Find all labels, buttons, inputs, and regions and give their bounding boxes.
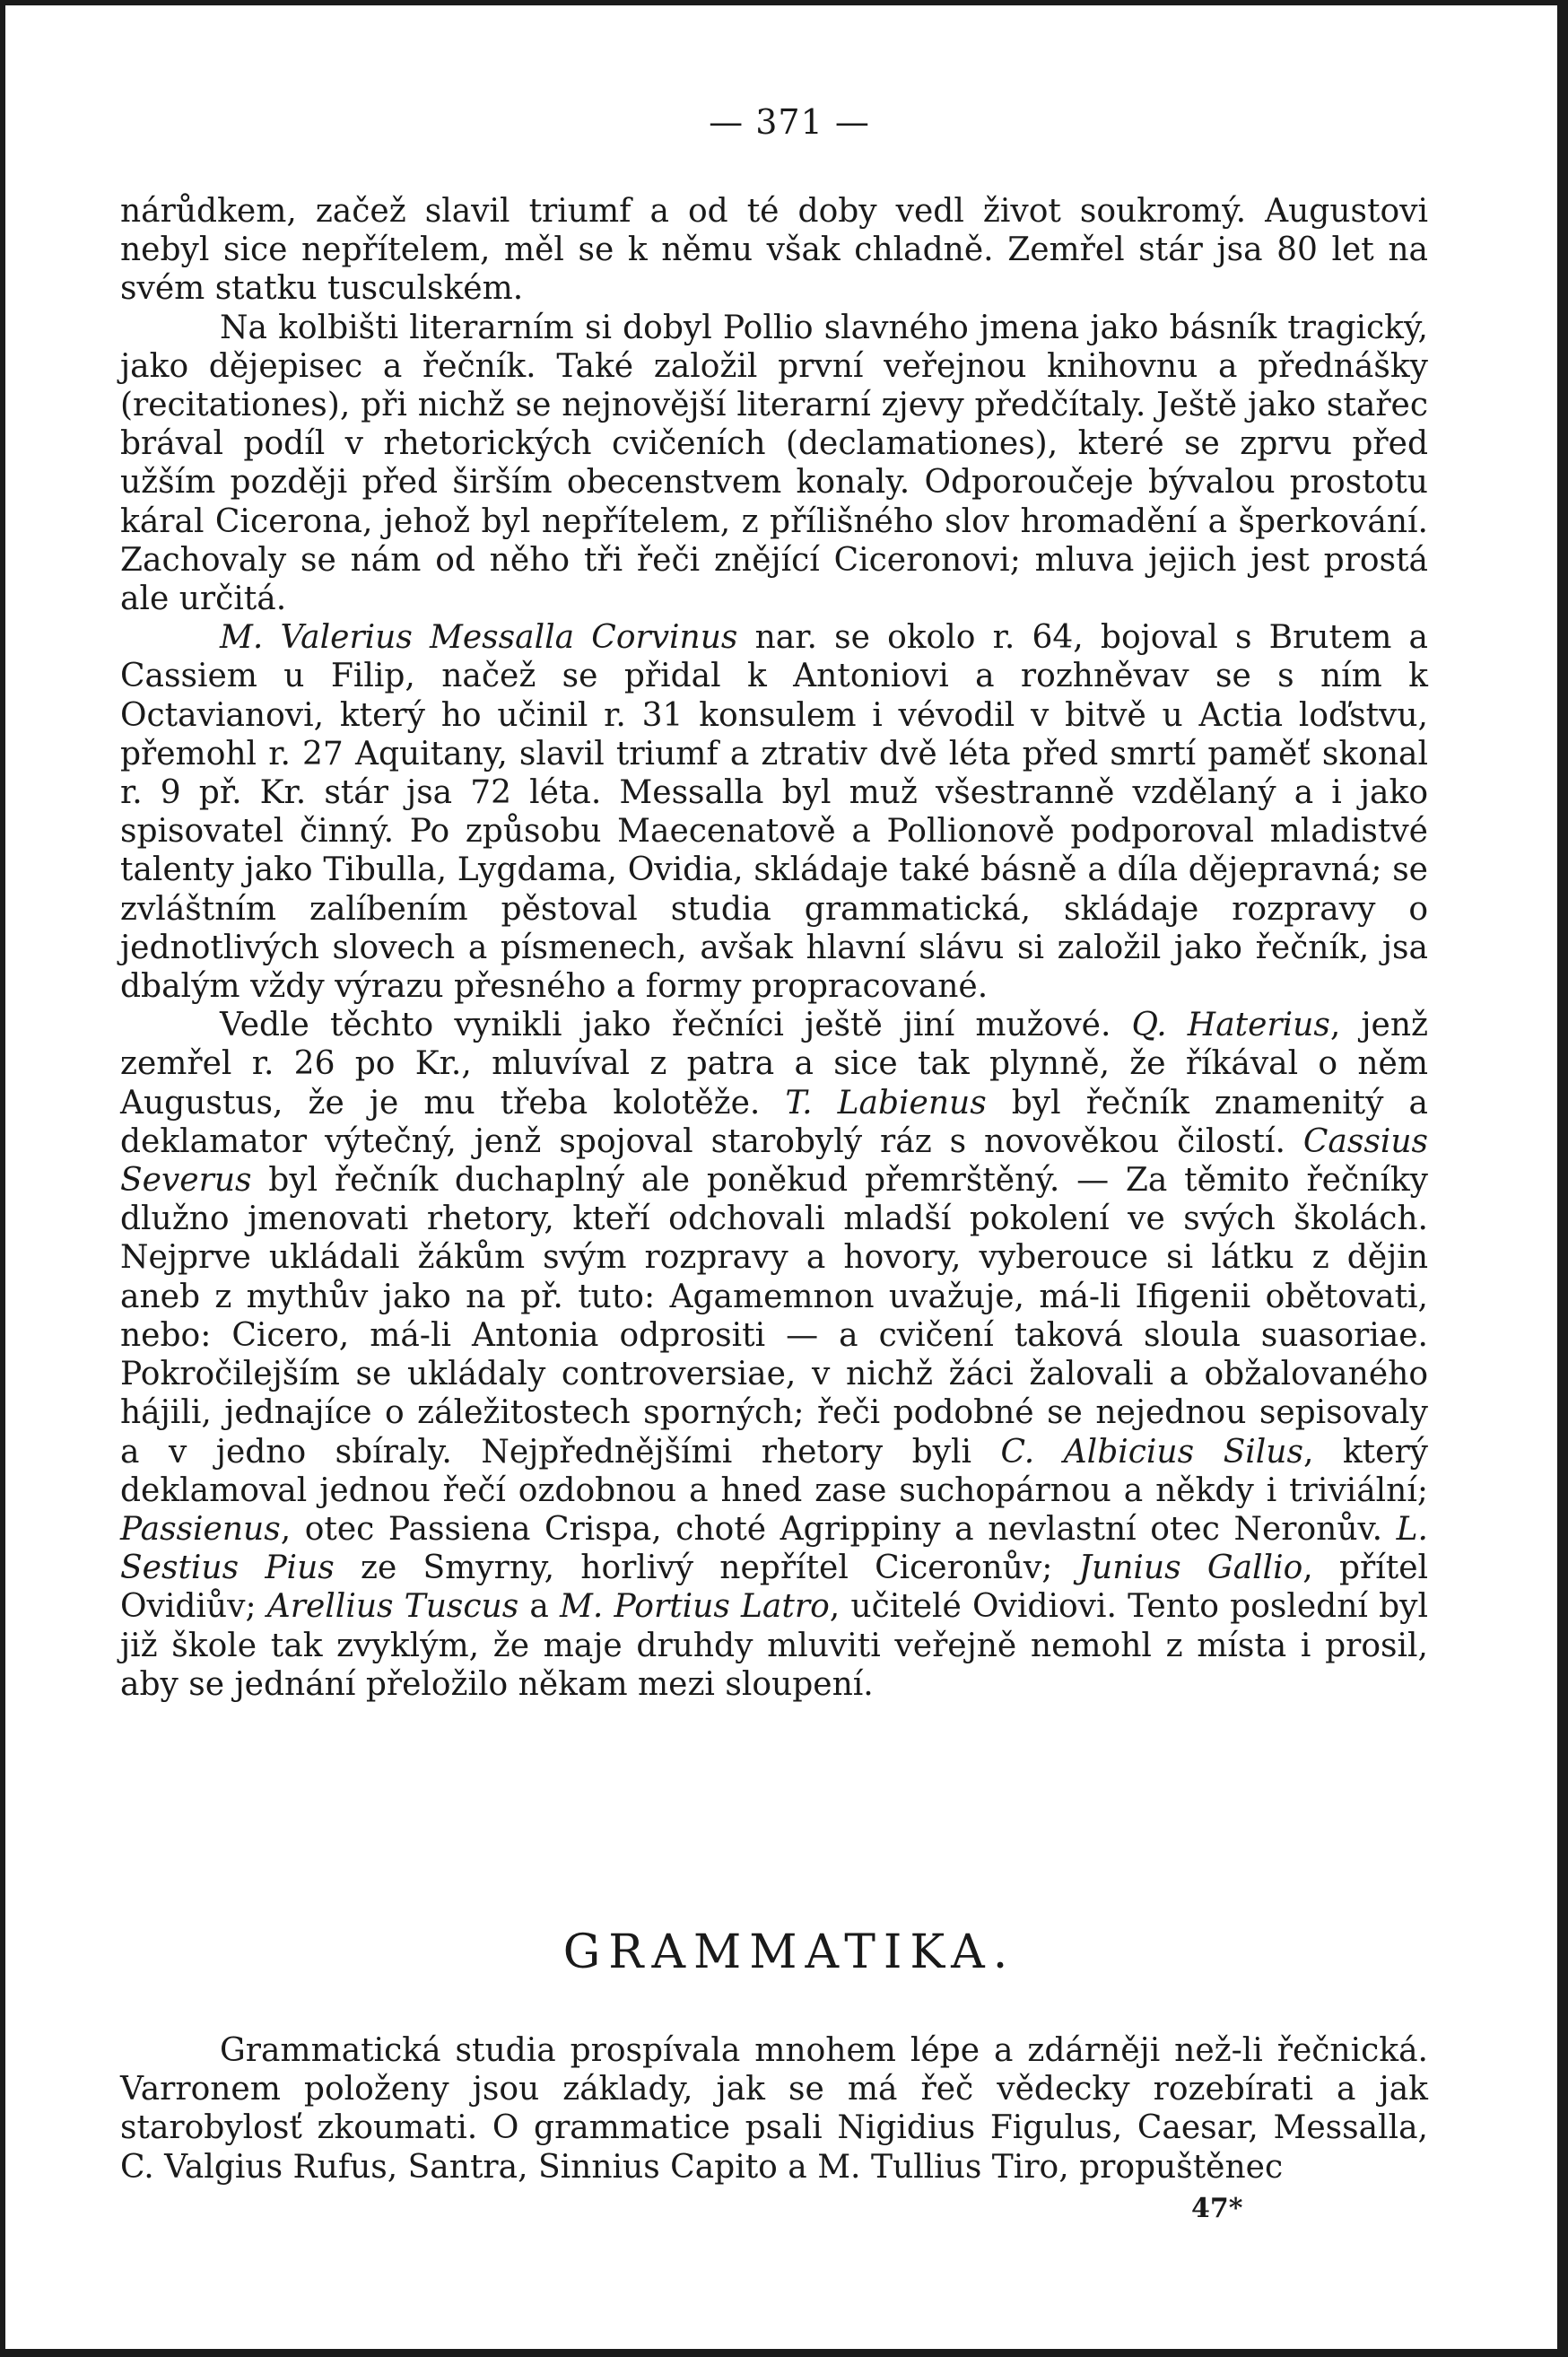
orators-text: , otec Passiena Crispa, choté Agrippiny a nevlastní otec Neronův. bbox=[280, 1510, 1397, 1548]
messalla-text: nar. se okolo r. 64, bojoval s Brutem a Cassiem u Filip, načež se přidal k Antoniovi a rozhněvav se s ním k Octavianovi, který ho učinil r. 31 konsulem i vévodil v bitvě u Actia loďstvu, přemohl r. 27 Aquitany, slavil triumf a ztrativ dvě léta před smrtí paměť skonal r. 9 př. Kr. stár jsa 72 léta. Messalla byl muž všestranně vzdělaný a i jako spisovatel činný. Po způsobu Maecenatově a Pollionově podporoval mladistvé talenty jako Tibulla, Lygdama, Ovidia, skládaje také básně a díla dějepravná; se zvláštním zalíbením pěstoval studia grammatická, skládaje rozpravy o jednotlivých slovech a písmenech, avšak hlavní slávu si založil jako řečník, jsa dbalým vždy výrazu přesného a formy propracované. bbox=[120, 619, 1429, 1006]
orators-text: byl řečník duchaplný ale poněkud přemrštěný. — Za těmito řečníky dlužno jmenovati rhetory, kteří odchovali mladší pokolení ve svých školách. Nejprve ukládali žákům svým rozpravy a hovory, vyberouce si látku z dějin aneb z mythův jako na př. tuto: Agamemnon uvažuje, má-li Ifigenii obětovati, nebo: Cicero, má-li Antonia odprositi — a cvičení taková sloula suasoriae. Pokročilejším se ukládaly controversiae, v nichž žáci žalovali a obžalovaného hájili, jednajíce o záležitostech sporných; řeči podobné se nejednou sepisovaly a v jedno sbíraly. Nejpřednějšími rhetory byli bbox=[120, 1162, 1428, 1471]
orators-text: , který deklamoval jednou řečí ozdobnou a hned zase suchopárnou a někdy i triviální; bbox=[120, 1433, 1429, 1509]
paragraph-messalla bbox=[120, 618, 1428, 1006]
orators-text: , přítel Ovidiův; bbox=[120, 1550, 1429, 1626]
orator-name: T. Labienus bbox=[785, 1084, 987, 1122]
section-heading: GRAMMATIKA. bbox=[562, 1925, 1016, 1979]
orator-name: Arellius Tuscus bbox=[266, 1588, 519, 1626]
book-page bbox=[5, 5, 1557, 2349]
orators-text: , učitelé Ovidiovi. Tento poslední byl již škole tak zvyklým, že maje druhdy mluviti veřejně nemohl z místa i prosil, aby se jednání přeložilo někam mezi sloupení. bbox=[120, 1588, 1428, 1703]
orator-name: C. Albicius Silus bbox=[1000, 1433, 1303, 1471]
orator-name: L. Sestius Pius bbox=[120, 1510, 1428, 1587]
orator-name: Q. Haterius bbox=[1131, 1007, 1330, 1044]
orator-name: Cassius Severus bbox=[120, 1122, 1428, 1200]
orator-name: Passienus bbox=[120, 1510, 281, 1548]
orator-name: Junius Gallio bbox=[1078, 1550, 1303, 1587]
paragraph-continuation: nárůdkem, začež slavil triumf a od té doby vedl život soukromý. Augustovi nebyl sice nepřítelem, měl se k němu však chladně. Zemřel stár jsa 80 let na svém statku tusculském. bbox=[120, 193, 1428, 308]
messalla-name: M. Valerius Messalla Corvinus bbox=[220, 619, 738, 657]
paragraph-grammar: Grammatická studia prospívala mnohem lépe a zdárněji než-li řečnická. Varronem položeny jsou základy, jak se má řeč vědecky rozebírati a jak starobylosť zkoumati. O grammatice psali Nigidius Figulus, Caesar, Messalla, C. Valgius Rufus, Santra, Sinnius Capito a M. Tullius Tiro, propuštěnec bbox=[120, 2032, 1428, 2186]
paragraph-orators bbox=[120, 1006, 1428, 1704]
signature-mark: 47* bbox=[1191, 2193, 1243, 2224]
grammar-text bbox=[120, 2031, 1428, 2187]
orators-text: byl řečník znamenitý a deklamator výtečný, jenž spojoval starobylý ráz s novověkou čilostí. bbox=[120, 1084, 1428, 1160]
orator-name: M. Portius Latro bbox=[560, 1588, 830, 1626]
paragraph-pollio: Na kolbišti literarním si dobyl Pollio slavného jmena jako básník tragický, jako dějepisec a řečník. Také založil první veřejnou knihovnu a přednášky (recitationes), při nichž se nejnovější literarní zjevy předčítaly. Ještě jako stařec brával podíl v rhetorických cvičeních (declamationes), které se zprvu před užším později před širším obecenstvem konaly. Odporoučeje bývalou prostotu káral Cicerona, jehož byl nepřítelem, z přílišného slov hromadění a šperkování. Zachovaly se nám od něho tři řeči znějící Ciceronovi; mluva jejich jest prostá ale určitá. bbox=[120, 309, 1428, 618]
main-text bbox=[120, 192, 1428, 1704]
orators-text: , jenž zemřel r. 26 po Kr., mluvíval z patra a sice tak plynně, že říkával o něm Augustus, že je mu třeba kolotěže. bbox=[120, 1007, 1429, 1122]
orators-text: ze Smyrny, horlivý nepřítel Ciceronův; bbox=[334, 1550, 1079, 1587]
page-number bbox=[5, 102, 1568, 142]
orators-text: Vedle těchto vynikli jako řečníci ještě jiní mužové. bbox=[220, 1007, 1132, 1044]
page-number-text: — 371 — bbox=[709, 102, 870, 142]
orators-text: a bbox=[518, 1588, 561, 1626]
